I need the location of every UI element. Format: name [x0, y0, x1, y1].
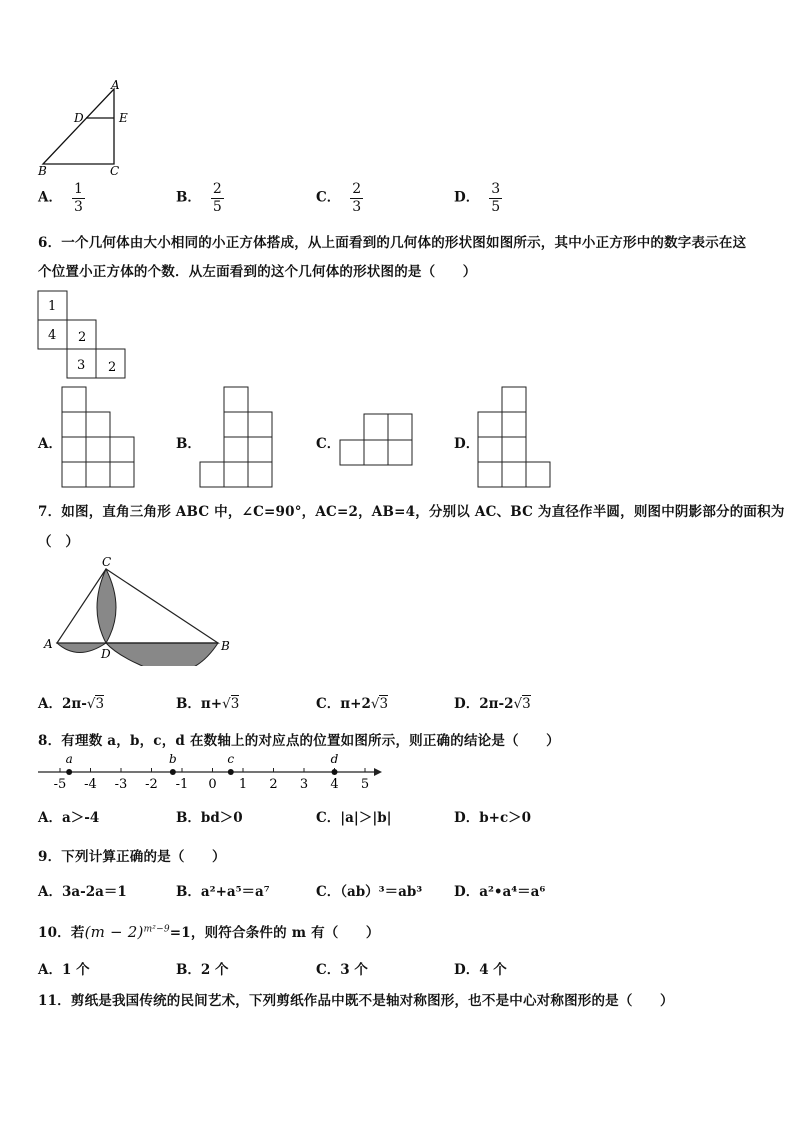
point-d: [332, 769, 338, 775]
label-C: C: [102, 555, 112, 569]
q10-expression: (m − 2): [84, 923, 144, 941]
tick-label: 4: [330, 777, 339, 792]
q9-option-d[interactable]: D．a²•a⁴＝a⁶: [454, 884, 546, 900]
radicand: 3: [230, 696, 240, 712]
sqrt-icon: √: [86, 696, 96, 712]
radicand: 3: [379, 696, 389, 712]
top-view-grid: [36, 289, 130, 381]
grid-number: 2: [78, 330, 87, 345]
q8-option-a[interactable]: A．a＞-4: [38, 810, 100, 826]
q10-stem: [38, 921, 380, 941]
tick-label: -4: [84, 777, 97, 792]
radicand: 3: [95, 696, 105, 712]
fraction: $\frac{1}{3}$: [73, 181, 83, 215]
fraction: $\frac{3}{5}$: [491, 181, 501, 215]
label-B: B: [38, 164, 47, 178]
tick-label: -3: [114, 777, 128, 792]
q9-option-a[interactable]: A．3a-2a＝1: [38, 884, 127, 900]
tick-label: 2: [269, 777, 278, 792]
q10-option-b[interactable]: B．2 个: [176, 962, 229, 978]
q10-suffix: =1，则符合条件的 m 有（ ）: [169, 925, 380, 941]
q9-stem: 9．下列计算正确的是（ ）: [38, 849, 226, 865]
q8-stem: 8．有理数 a，b，c，d 在数轴上的对应点的位置如图所示，则正确的结论是（ ）: [38, 733, 560, 749]
q6-stem-line1: 6．一个几何体由大小相同的小正方体搭成，从上面看到的几何体的形状图如图所示，其中小正方形中的数字表示在这: [38, 235, 747, 251]
label-D: D: [101, 647, 111, 661]
q5-option-b[interactable]: [176, 182, 224, 214]
sqrt-icon: √: [222, 696, 231, 712]
q6-option-c-figure[interactable]: [338, 412, 416, 468]
number-line: [36, 750, 386, 796]
option-label: A．: [38, 696, 62, 712]
q7-option-a[interactable]: [38, 692, 104, 712]
point-c: [228, 769, 234, 775]
q10-option-c[interactable]: C．3 个: [316, 962, 368, 978]
point-a: [66, 769, 72, 775]
q6-option-b-label[interactable]: B．: [176, 436, 201, 452]
grid-number: 4: [48, 328, 57, 343]
option-label: D．: [454, 189, 480, 206]
q6-option-a-figure[interactable]: [60, 385, 138, 489]
option-label: D．: [454, 696, 480, 712]
q6-option-b-figure[interactable]: [198, 385, 276, 489]
q8-option-b[interactable]: B．bd＞0: [176, 810, 243, 826]
option-expr: 2π-: [61, 696, 87, 712]
q6-option-d-figure[interactable]: [476, 385, 554, 489]
option-label: A．: [38, 189, 62, 206]
q6-option-a-label[interactable]: A．: [38, 436, 62, 452]
tick-label: -1: [175, 777, 189, 792]
tick-label: -2: [145, 777, 158, 792]
option-label: C．: [316, 189, 341, 206]
point-label-a: a: [65, 752, 73, 766]
q7-option-c[interactable]: [316, 692, 388, 712]
q10-prefix: 10．若: [38, 925, 85, 941]
label-E: E: [119, 111, 128, 125]
q6-option-c-label[interactable]: C．: [316, 436, 341, 452]
grid-number: 2: [108, 360, 117, 375]
point-label-b: b: [169, 752, 177, 766]
arrow-icon: [374, 768, 382, 776]
q8-option-c[interactable]: C．|a|＞|b|: [316, 810, 392, 826]
sqrt-icon: √: [513, 696, 523, 712]
q6-option-d-label[interactable]: D．: [454, 436, 480, 452]
q7-stem-line1: 7．如图，直角三角形 ABC 中，∠C=90°，AC=2，AB=4，分别以 AC、BC 为直径作半圆，则图中阴影部分的面积为: [38, 504, 785, 520]
point-label-c: c: [227, 752, 235, 766]
fraction: $\frac{2}{5}$: [212, 181, 222, 215]
q5-option-c[interactable]: [316, 182, 363, 214]
tick-label: -5: [53, 777, 67, 792]
point-b: [170, 769, 176, 775]
option-expr: π+: [200, 696, 223, 712]
grid-number: 3: [77, 358, 86, 373]
tick-label: 1: [238, 777, 248, 792]
label-A: A: [44, 637, 53, 651]
point-label-d: d: [330, 752, 339, 766]
triangle-figure-q5: [30, 78, 140, 180]
tick-label: 3: [299, 777, 309, 792]
radicand: 3: [522, 696, 531, 712]
option-expr: π+2: [340, 696, 371, 712]
option-label: C．: [316, 696, 341, 712]
q10-option-a[interactable]: A．1 个: [38, 962, 90, 978]
q9-option-c[interactable]: C．（ab）³＝ab³: [316, 884, 423, 900]
tick-label: 5: [360, 777, 370, 792]
q7-option-b[interactable]: [176, 692, 239, 712]
label-C: C: [110, 164, 120, 178]
q9-option-b[interactable]: B．a²+a⁵＝a⁷: [176, 884, 270, 900]
option-expr: 2π-2: [479, 696, 514, 712]
q11-stem: 11．剪纸是我国传统的民间艺术，下列剪纸作品中既不是轴对称图形，也不是中心对称图形的是（ ）: [38, 993, 674, 1009]
label-D: D: [74, 111, 84, 125]
q5-option-d[interactable]: [454, 182, 502, 214]
q7-option-d[interactable]: [454, 692, 531, 712]
grid-number: 1: [48, 299, 57, 314]
label-B: B: [221, 639, 230, 653]
option-label: B．: [176, 696, 201, 712]
tick-label: 0: [208, 777, 217, 792]
semicircle-figure-q7: [38, 554, 238, 666]
sqrt-icon: √: [370, 696, 380, 712]
label-A: A: [111, 78, 120, 92]
fraction: $\frac{2}{3}$: [352, 181, 362, 215]
q5-option-a[interactable]: [38, 182, 85, 214]
q8-option-d[interactable]: D．b+c＞0: [454, 810, 532, 826]
q7-stem-line2: （ ）: [38, 534, 80, 550]
q6-stem-line2: 个位置小正方体的个数．从左面看到的这个几何体的形状图的是（ ）: [38, 264, 477, 280]
q10-option-d[interactable]: D．4 个: [454, 962, 507, 978]
q10-exponent: m²−9: [143, 924, 170, 935]
option-label: B．: [176, 189, 201, 206]
